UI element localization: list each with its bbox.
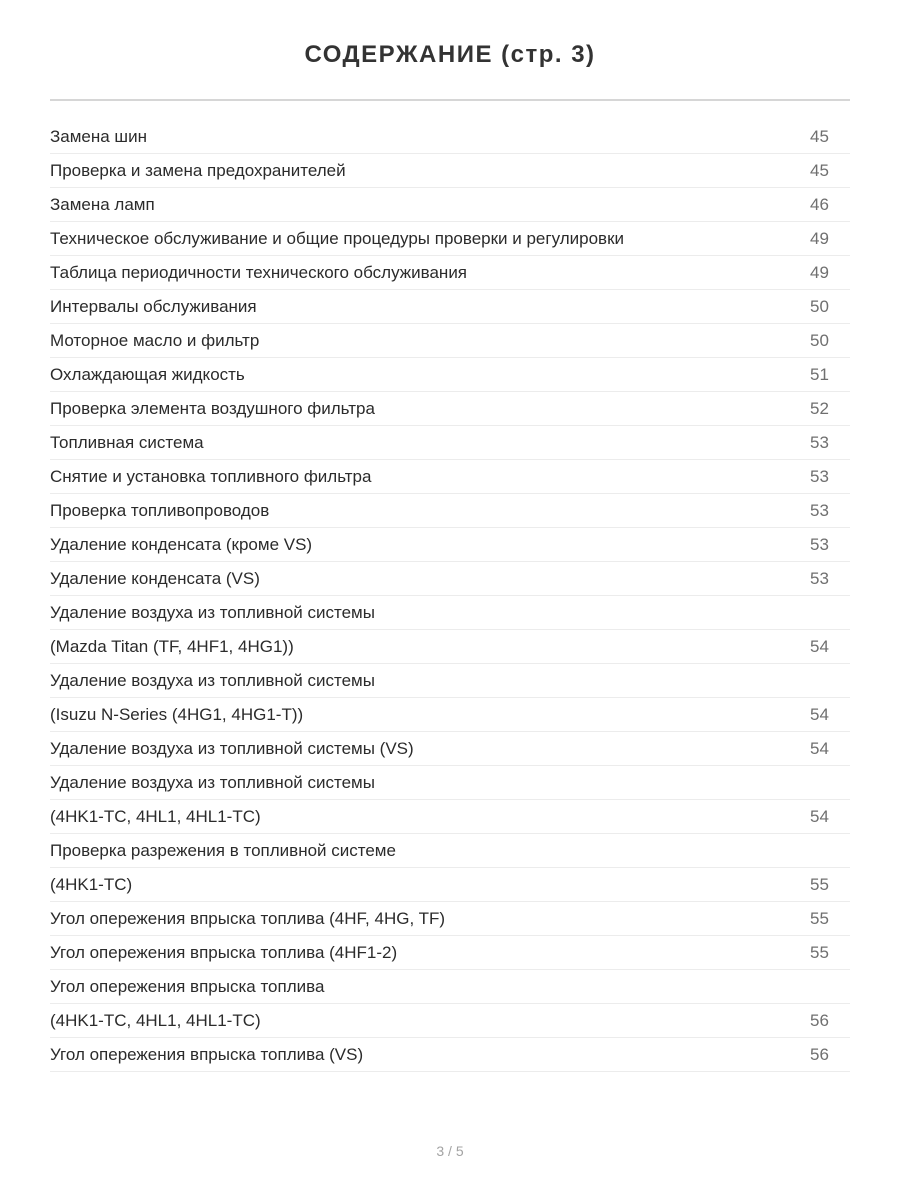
toc-entry-title: Снятие и установка топливного фильтра (50, 467, 372, 486)
toc-row[interactable] (50, 970, 850, 1004)
toc-row[interactable] (50, 1038, 850, 1072)
toc-row[interactable] (50, 1004, 850, 1038)
toc-entry-page: 51 (810, 365, 829, 384)
toc-entry-title: Удаление конденсата (VS) (50, 569, 260, 588)
toc-entry-title: Проверка топливопроводов (50, 501, 270, 520)
toc-row[interactable] (50, 902, 850, 936)
toc-row[interactable] (50, 494, 850, 528)
toc-entry-title: Таблица периодичности технического обслуживания (50, 263, 468, 282)
toc-entry-title: Топливная система (50, 433, 204, 452)
toc-row[interactable] (50, 460, 850, 494)
toc-entry-page: 49 (810, 229, 829, 248)
toc-entry-page: 50 (810, 297, 829, 316)
toc-entry-page: 55 (810, 943, 829, 962)
toc-entry-title: Проверка элемента воздушного фильтра (50, 399, 375, 418)
toc-entry-page: 54 (810, 705, 829, 724)
page-number: 3 / 5 (436, 1143, 464, 1159)
toc-entry-title: Угол опережения впрыска топлива (4HF, 4HG, TF) (50, 909, 446, 928)
toc-row[interactable] (50, 528, 850, 562)
toc-row[interactable] (50, 222, 850, 256)
toc-row[interactable] (50, 120, 850, 154)
toc-entry-title: Удаление воздуха из топливной системы (50, 671, 375, 690)
toc-entry-title: (4HK1-TC, 4HL1, 4HL1-TC) (50, 807, 261, 826)
toc-entry-title: Интервалы обслуживания (50, 297, 257, 316)
toc-entry-title: (Isuzu N-Series (4HG1, 4HG1-T)) (50, 705, 304, 724)
toc-row[interactable] (50, 426, 850, 460)
toc-row[interactable] (50, 188, 850, 222)
toc-entry-page: 53 (810, 535, 829, 554)
toc-entry-page: 54 (810, 807, 829, 826)
toc-entry-page: 56 (810, 1011, 829, 1030)
toc-entry-title: Техническое обслуживание и общие процедуры проверки и регулировки (50, 229, 625, 248)
toc-entry-title: Замена шин (50, 127, 147, 146)
toc-entry-title: Проверка разрежения в топливной системе (50, 841, 396, 860)
toc-entry-page: 53 (810, 501, 829, 520)
toc-row[interactable] (50, 324, 850, 358)
toc-row[interactable] (50, 834, 850, 868)
toc-entry-page: 55 (810, 909, 829, 928)
toc-row[interactable] (50, 562, 850, 596)
toc-entry-page: 50 (810, 331, 829, 350)
toc-entry-page: 53 (810, 569, 829, 588)
toc-entry-title: Охлаждающая жидкость (50, 365, 245, 384)
toc-entry-page: 56 (810, 1045, 829, 1064)
toc-row[interactable] (50, 596, 850, 630)
toc-row[interactable] (50, 868, 850, 902)
toc-entry-title: (4HK1-TC) (50, 875, 133, 894)
toc-entry-page: 49 (810, 263, 829, 282)
toc-row[interactable] (50, 732, 850, 766)
toc-row[interactable] (50, 256, 850, 290)
toc-entry-page: 52 (810, 399, 829, 418)
toc-row[interactable] (50, 290, 850, 324)
toc-entry-title: Угол опережения впрыска топлива (50, 977, 325, 996)
toc-entry-title: Удаление конденсата (кроме VS) (50, 535, 313, 554)
toc-row[interactable] (50, 392, 850, 426)
toc-entry-page: 53 (810, 433, 829, 452)
toc-row[interactable] (50, 664, 850, 698)
toc-entry-page: 54 (810, 637, 829, 656)
toc-row[interactable] (50, 630, 850, 664)
toc-entry-title: Угол опережения впрыска топлива (VS) (50, 1045, 364, 1064)
toc-row[interactable] (50, 698, 850, 732)
toc-entry-title: Удаление воздуха из топливной системы (50, 603, 375, 622)
toc-entry-page: 45 (810, 161, 829, 180)
toc-row[interactable] (50, 358, 850, 392)
toc-entry-title: (4HK1-TC, 4HL1, 4HL1-TC) (50, 1011, 261, 1030)
toc-entry-page: 45 (810, 127, 829, 146)
toc-entry-title: Угол опережения впрыска топлива (4HF1-2) (50, 943, 398, 962)
toc-entry-title: Проверка и замена предохранителей (50, 161, 346, 180)
toc-entry-page: 53 (810, 467, 829, 486)
toc-entry-page: 55 (810, 875, 829, 894)
toc-entry-title: Удаление воздуха из топливной системы (50, 773, 375, 792)
toc-entry-title: Моторное масло и фильтр (50, 331, 260, 350)
toc-row[interactable] (50, 154, 850, 188)
title-divider (50, 99, 850, 101)
toc-entry-title: Замена ламп (50, 195, 155, 214)
toc-list (50, 120, 850, 1072)
toc-entry-title: Удаление воздуха из топливной системы (VS) (50, 739, 414, 758)
toc-entry-title: (Mazda Titan (TF, 4HF1, 4HG1)) (50, 637, 294, 656)
toc-row[interactable] (50, 766, 850, 800)
page-title: СОДЕРЖАНИЕ (стр. 3) (304, 41, 596, 68)
toc-row[interactable] (50, 800, 850, 834)
toc-row[interactable] (50, 936, 850, 970)
toc-entry-page: 46 (810, 195, 829, 214)
toc-entry-page: 54 (810, 739, 829, 758)
